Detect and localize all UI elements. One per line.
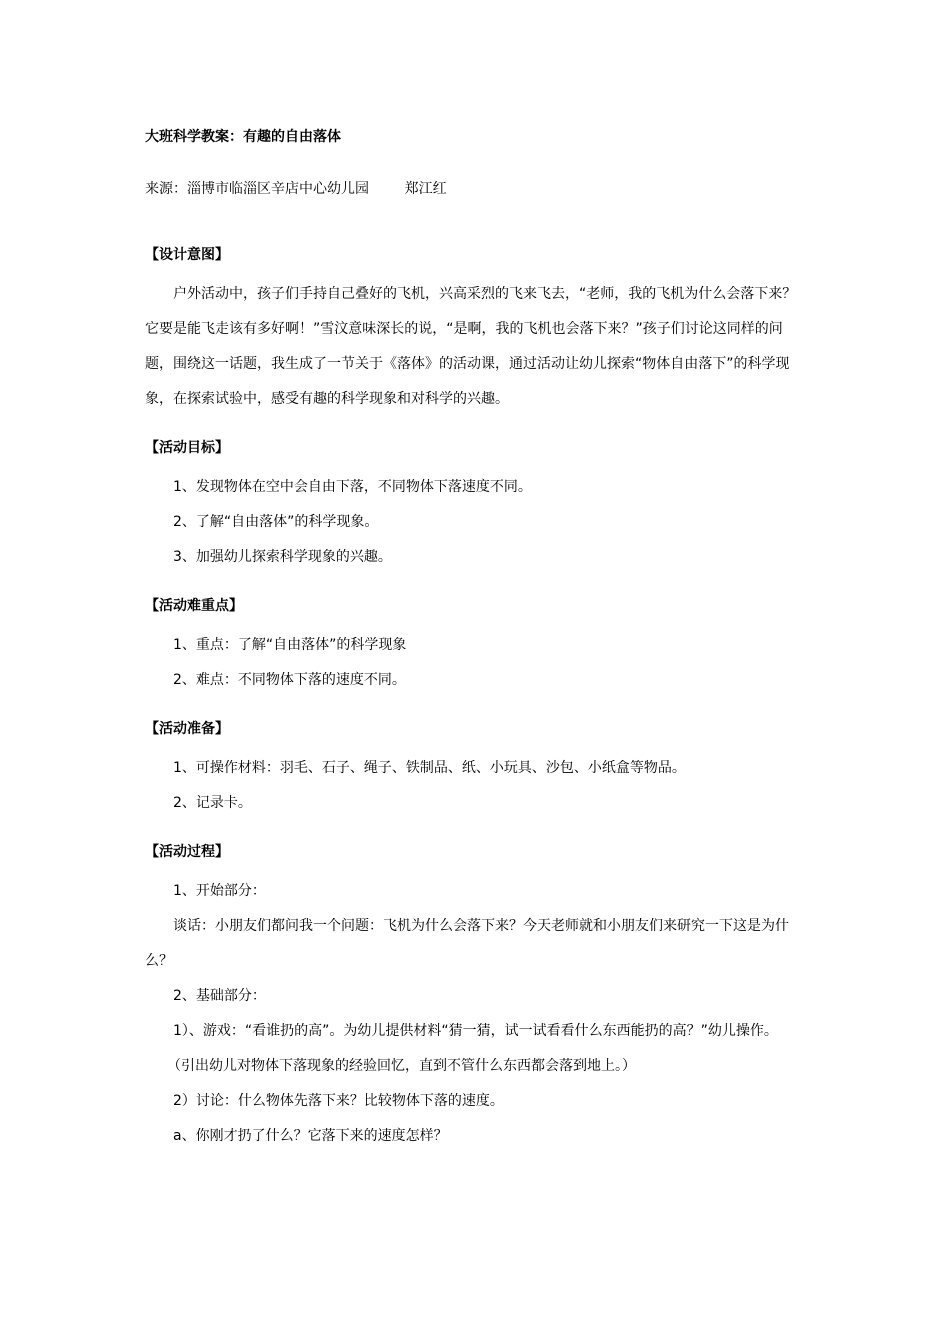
process-game: 1）、游戏：“看谁扔的高”。为幼儿提供材料“猜一猜，试一试看看什么东西能扔的高？”幼儿操作。 xyxy=(173,1023,778,1039)
goal-item: 2、了解“自由落体”的科学现象。 xyxy=(173,514,379,530)
section-goals xyxy=(145,435,810,575)
process-note: （引出幼儿对物体下落现象的经验回忆，直到不管什么东西都会落到地上。） xyxy=(167,1058,636,1074)
prep-item: 2、记录卡。 xyxy=(173,795,252,811)
difficulty-item: 2、难点：不同物体下落的速度不同。 xyxy=(173,672,406,688)
section-heading-design: 【设计意图】 xyxy=(145,247,229,263)
section-heading-process: 【活动过程】 xyxy=(145,844,229,860)
section-design xyxy=(145,242,810,417)
section-difficulty xyxy=(145,593,810,698)
document-title: 大班科学教案：有趣的自由落体 xyxy=(145,129,341,145)
process-part-basic: 2、基础部分： xyxy=(173,988,266,1004)
section-heading-difficulty: 【活动难重点】 xyxy=(145,598,243,614)
document-body xyxy=(145,124,810,1172)
prep-item: 1、可操作材料：羽毛、石子、绳子、铁制品、纸、小玩具、沙包、小纸盒等物品。 xyxy=(173,760,686,776)
process-part-start: 1、开始部分： xyxy=(173,883,266,899)
process-talk: 谈话：小朋友们都问我一个问题：飞机为什么会落下来？今天老师就和小朋友们来研究一下这是为什么？ xyxy=(145,918,789,969)
document-source: 来源：淄博市临淄区辛店中心幼儿园 郑江红 xyxy=(145,181,447,197)
process-discuss: 2）讨论：什么物体先落下来？比较物体下落的速度。 xyxy=(173,1093,504,1109)
design-paragraph: 户外活动中，孩子们手持自己叠好的飞机，兴高采烈的飞来飞去，“老师，我的飞机为什么会落下来？它要是能飞走该有多好啊！”雪汶意味深长的说，“是啊，我的飞机也会落下来？”孩子们讨论这同样的问题，围绕这一话题，我生成了一节关于《落体》的活动课，通过活动让幼儿探索“物体自由落下”的科学现象，在探索试验中，感受有趣的科学现象和对科学的兴趣。 xyxy=(145,286,797,407)
goal-item: 1、发现物体在空中会自由下落，不同物体下落速度不同。 xyxy=(173,479,532,495)
section-heading-prep: 【活动准备】 xyxy=(145,721,229,737)
goal-item: 3、加强幼儿探索科学现象的兴趣。 xyxy=(173,549,392,565)
difficulty-item: 1、重点：了解“自由落体”的科学现象 xyxy=(173,637,407,653)
section-prep xyxy=(145,716,810,821)
process-question-a: a、你刚才扔了什么？它落下来的速度怎样？ xyxy=(173,1128,448,1144)
section-process xyxy=(145,839,810,1154)
section-heading-goals: 【活动目标】 xyxy=(145,440,229,456)
